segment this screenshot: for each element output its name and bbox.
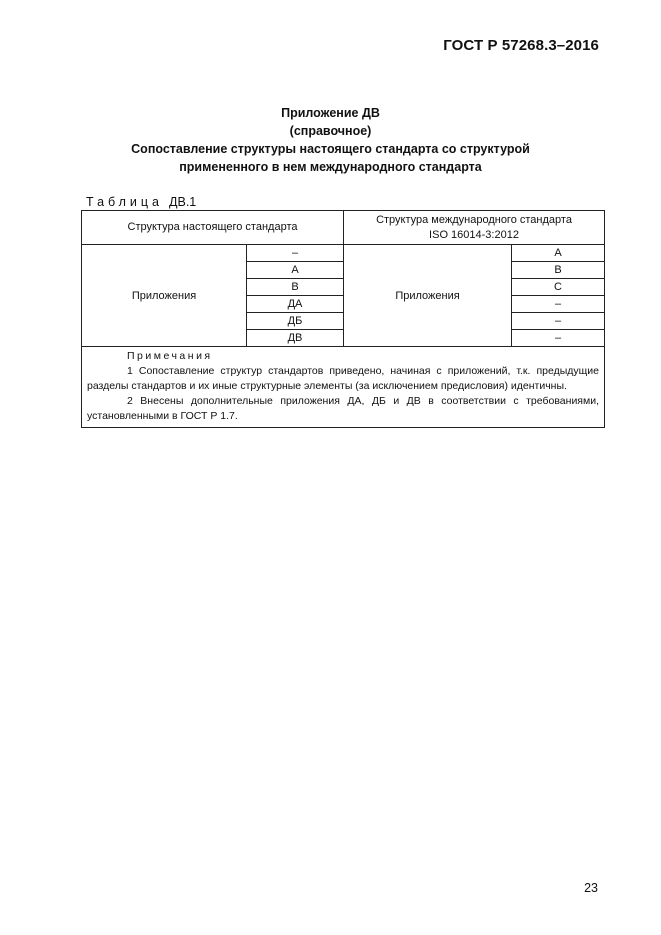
appendix-title: Приложение ДВ bbox=[281, 106, 380, 120]
international-appendix-cell: В bbox=[512, 262, 605, 279]
col-header-international bbox=[344, 211, 605, 245]
col-header-international-line2: ISO 16014-3:2012 bbox=[429, 228, 519, 241]
notes-title: Примечания bbox=[127, 350, 213, 362]
international-appendices-label: Приложения bbox=[344, 245, 512, 347]
national-appendix-cell: – bbox=[247, 245, 344, 262]
appendix-subject-line1: Сопоставление структуры настоящего стандарта со структурой bbox=[131, 142, 530, 156]
table-notes-row bbox=[82, 347, 605, 428]
national-appendices-label: Приложения bbox=[82, 245, 247, 347]
document-code: ГОСТ Р 57268.3–2016 bbox=[443, 37, 599, 54]
appendix-heading bbox=[0, 104, 661, 176]
national-appendix-cell: В bbox=[247, 279, 344, 296]
note-2: 2 Внесены дополнительные приложения ДА, ДБ и ДВ в соответствии с требованиями, установленными в ГОСТ Р 1.7. bbox=[87, 395, 599, 422]
national-appendix-cell: ДВ bbox=[247, 330, 344, 347]
col-header-national: Структура настоящего стандарта bbox=[82, 211, 344, 245]
table-notes bbox=[82, 347, 605, 428]
table-caption bbox=[86, 195, 196, 209]
international-appendix-cell: – bbox=[512, 313, 605, 330]
table-caption-number: ДВ.1 bbox=[169, 195, 197, 209]
international-appendix-cell: С bbox=[512, 279, 605, 296]
appendix-type: (справочное) bbox=[289, 124, 372, 138]
table-row bbox=[82, 245, 605, 262]
national-appendix-cell: ДА bbox=[247, 296, 344, 313]
table-caption-word: Таблица bbox=[86, 195, 164, 209]
international-appendix-cell: – bbox=[512, 296, 605, 313]
col-header-international-line1: Структура международного стандарта bbox=[376, 213, 572, 226]
page-number: 23 bbox=[584, 881, 598, 895]
table-header-row bbox=[82, 211, 605, 245]
structure-comparison-table bbox=[81, 210, 605, 428]
note-1: 1 Сопоставление структур стандартов приведено, начиная с приложений, т.к. предыдущие разделы стандартов и их иные структурные элементы (за исключением предисловия) идентичны. bbox=[87, 365, 599, 392]
international-appendix-cell: – bbox=[512, 330, 605, 347]
national-appendix-cell: ДБ bbox=[247, 313, 344, 330]
appendix-subject-line2: примененного в нем международного стандарта bbox=[179, 160, 482, 174]
international-appendix-cell: А bbox=[512, 245, 605, 262]
national-appendix-cell: А bbox=[247, 262, 344, 279]
